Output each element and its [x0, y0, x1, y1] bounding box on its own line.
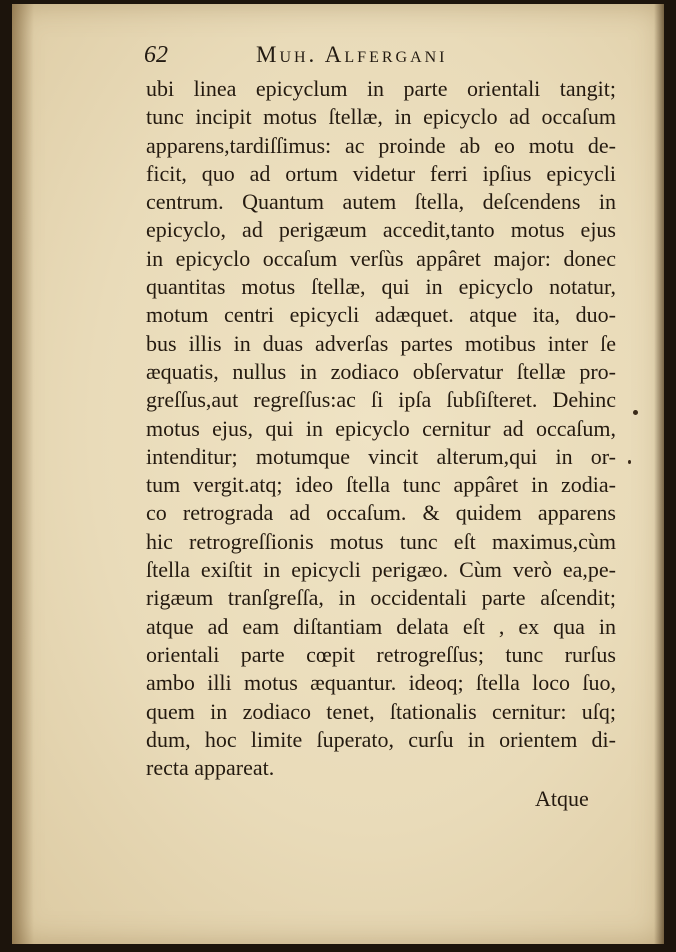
page-edge-shadow [654, 4, 664, 944]
text-line: motus ejus, qui in epicyclo cernitur ad occaſum, [146, 415, 616, 441]
body-text [146, 75, 616, 782]
text-line: intenditur; motumque vincit alterum,qui in or- [146, 443, 616, 469]
text-line: recta appareat. [146, 755, 275, 781]
text-line: ſtella exiſtit in epicycli perigæo. Cùm verò ea,pe- [146, 557, 616, 583]
ink-speck [628, 460, 631, 464]
ink-speck [633, 410, 638, 415]
text-line: tunc incipit motus ſtellæ, in epicyclo ad occaſum [146, 104, 616, 130]
text-line: ambo illi motus æquantur. ideoq; ſtella loco ſuo, [146, 670, 616, 696]
text-line: tum vergit.atq; ideo ſtella tunc appâret in zodia- [146, 472, 616, 498]
text-line: co retrograda ad occaſum. & quidem apparens [146, 500, 616, 526]
page-number: 62 [144, 42, 168, 68]
text-line: ficit, quo ad ortum videtur ferri ipſius epicycli [146, 160, 616, 186]
text-line: in epicyclo occaſum verſùs appâret major: donec [146, 245, 616, 271]
text-line: greſſus,aut regreſſus:ac ſi ipſa ſubſiſteret. Dehinc [146, 387, 616, 413]
text-line: bus illis in duas adverſas partes motibus inter ſe [146, 330, 616, 356]
text-line: atque ad eam diſtantiam delata eſt , ex qua in [146, 613, 616, 639]
page-header [128, 42, 608, 76]
text-line: motum centri epicycli adæquet. atque ita, duo- [146, 302, 616, 328]
text-line: epicyclo, ad perigæum accedit,tanto motus ejus [146, 217, 616, 243]
text-line: quantitas motus ſtellæ, qui in epicyclo notatur, [146, 274, 616, 300]
text-line: rigæum tranſgreſſa, in occidentali parte aſcendit; [146, 585, 616, 611]
text-line: centrum. Quantum autem ſtella, deſcendens in [146, 189, 616, 215]
text-line: ubi linea epicyclum in parte orientali tangit; [146, 76, 616, 101]
running-head: Muh. Alfergani [256, 42, 448, 67]
text-line: dum, hoc limite ſuperato, curſu in orientem di- [146, 726, 616, 752]
text-line: æquatis, nullus in zodiaco obſervatur ſtellæ pro- [146, 358, 616, 384]
text-line: quem in zodiaco tenet, ſtationalis cernitur: uſq; [146, 698, 616, 724]
page-gutter-shadow [12, 4, 34, 944]
catchword: Atque [535, 786, 589, 811]
text-line: orientali parte cœpit retrogreſſus; tunc rurſus [146, 641, 616, 667]
text-line: apparens,tardiſſimus: ac proinde ab eo motu de- [146, 132, 616, 158]
text-line: hic retrogreſſionis motus tunc eſt maximus,cùm [146, 528, 616, 554]
